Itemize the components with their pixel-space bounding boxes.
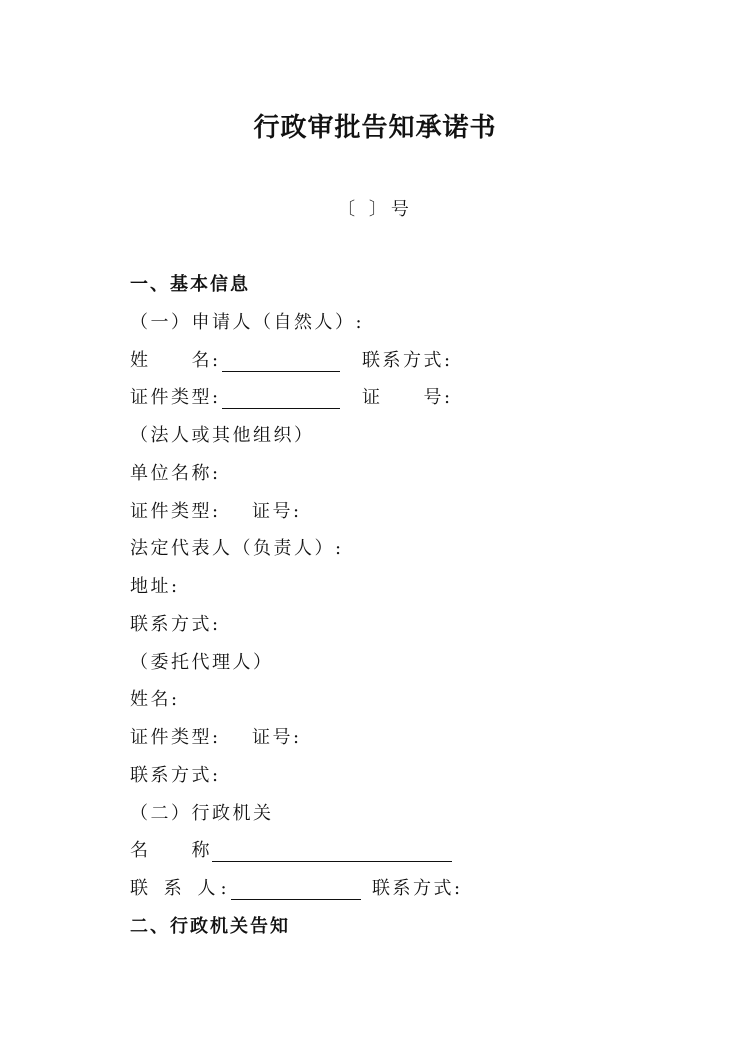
applicant-id-line xyxy=(0,379,750,417)
agent-id-no-label: 证号: xyxy=(252,727,302,748)
subheading-applicant-natural: （一）申请人（自然人）: xyxy=(130,311,365,333)
legal-id-line xyxy=(0,493,750,531)
authority-name-blank xyxy=(212,861,452,862)
authority-contact-label: 联系方式: xyxy=(372,878,463,899)
applicant-name-label: 姓 名: xyxy=(130,349,221,371)
legal-id-no-label: 证号: xyxy=(252,500,302,522)
subheading-authority: （二）行政机关 xyxy=(130,802,274,824)
document-title: 行政审批告知承诺书 xyxy=(253,113,497,143)
section-authority-notice-line xyxy=(0,908,750,946)
section-heading-authority-notice: 二、行政机关告知 xyxy=(130,915,290,937)
legal-address-label: 地址: xyxy=(130,576,180,597)
subheading-applicant-legal: （法人或其他组织） xyxy=(130,425,315,446)
legal-address-line xyxy=(0,568,750,606)
applicant-name-blank xyxy=(222,371,340,372)
section-basic-info-line xyxy=(0,266,750,304)
authority-name-label: 名 称 xyxy=(130,840,212,862)
authority-contact-person-label: 联 系 人: xyxy=(130,878,232,899)
authority-contact-line xyxy=(0,870,750,908)
legal-rep-label: 法定代表人（负责人）: xyxy=(130,538,344,560)
applicant-natural-heading-line xyxy=(0,304,750,342)
legal-contact-line xyxy=(0,606,750,644)
agent-heading-line xyxy=(0,644,750,682)
applicant-contact-label: 联系方式: xyxy=(362,349,453,371)
subheading-agent: （委托代理人） xyxy=(130,651,274,673)
agent-name-label: 姓名: xyxy=(130,689,180,711)
document-number: 〔 〕号 xyxy=(337,199,413,220)
document-body xyxy=(0,266,750,946)
section-heading-basic-info: 一、基本信息 xyxy=(130,274,250,295)
legal-contact-label: 联系方式: xyxy=(130,613,221,635)
agent-contact-line xyxy=(0,757,750,795)
applicant-name-line xyxy=(0,342,750,380)
agent-name-line xyxy=(0,681,750,719)
legal-id-type-label: 证件类型: xyxy=(130,500,221,522)
applicant-id-type-label: 证件类型: xyxy=(130,387,221,409)
applicant-id-no-label: 证 号: xyxy=(362,387,453,409)
authority-heading-line xyxy=(0,795,750,833)
applicant-legal-heading-line xyxy=(0,417,750,455)
unit-name-line xyxy=(0,455,750,493)
authority-name-line xyxy=(0,832,750,870)
agent-id-type-label: 证件类型: xyxy=(130,727,221,748)
legal-rep-line xyxy=(0,530,750,568)
applicant-id-type-blank xyxy=(222,408,340,409)
agent-id-line xyxy=(0,719,750,757)
authority-contact-person-blank xyxy=(231,899,361,900)
agent-contact-label: 联系方式: xyxy=(130,764,221,786)
unit-name-label: 单位名称: xyxy=(130,462,221,484)
